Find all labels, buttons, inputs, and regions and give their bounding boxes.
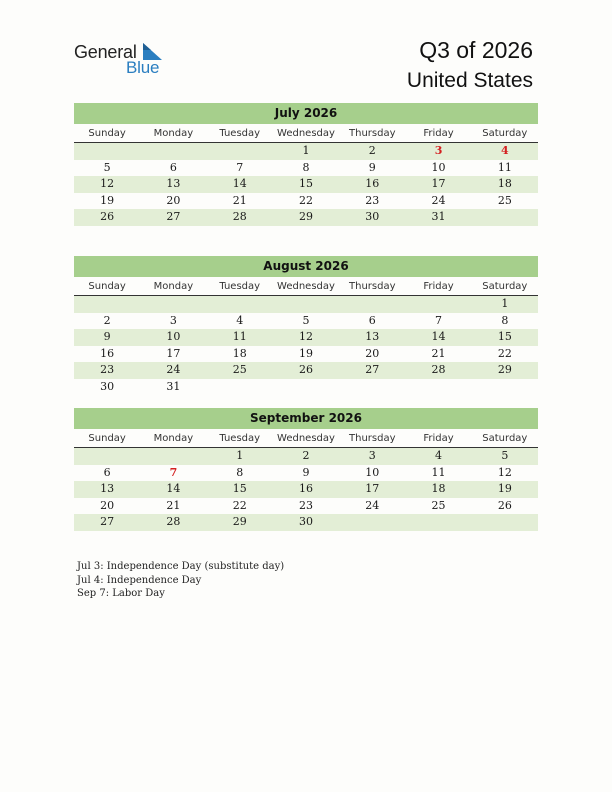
- date-cell: 21: [431, 346, 446, 360]
- empty-date-cell: [405, 296, 471, 313]
- week-row: [74, 346, 538, 363]
- weekday-header-row: [74, 125, 538, 143]
- date-cell: 4: [236, 313, 244, 327]
- date-cell: 23: [365, 193, 380, 207]
- date-cell: 10: [166, 330, 181, 343]
- holiday-date-cell: 3: [434, 144, 443, 157]
- date-cell: 8: [236, 465, 244, 479]
- date-cell: 15: [497, 330, 512, 343]
- date-cell: 23: [100, 363, 115, 376]
- date-cell: 21: [166, 498, 181, 512]
- week-row: [74, 296, 538, 313]
- date-cell: 29: [497, 363, 512, 376]
- month-july: [74, 103, 538, 226]
- date-cell: 29: [232, 515, 247, 528]
- date-cell: 28: [431, 363, 446, 376]
- date-cell: 8: [302, 160, 310, 174]
- empty-date-cell: [74, 296, 140, 313]
- weekday-label: Friday: [423, 128, 454, 139]
- date-cell: 8: [501, 313, 509, 327]
- date-cell: 1: [236, 449, 244, 462]
- weekday-label: Thursday: [349, 433, 396, 444]
- date-cell: 20: [100, 498, 115, 512]
- weekday-label: Thursday: [349, 128, 396, 139]
- weekday-label: Saturday: [482, 128, 528, 139]
- date-cell: 5: [103, 160, 111, 174]
- week-row: [74, 176, 538, 193]
- date-cell: 29: [298, 210, 313, 223]
- holiday-note: Jul 4: Independence Day: [77, 574, 202, 586]
- weekday-header-row: [74, 430, 538, 448]
- date-cell: 18: [431, 482, 446, 495]
- holiday-date-cell: 4: [501, 144, 509, 157]
- date-cell: 26: [298, 363, 313, 376]
- date-cell: 3: [169, 313, 177, 327]
- date-cell: 9: [302, 465, 310, 479]
- date-cell: 17: [166, 346, 181, 360]
- page-subtitle: United States: [406, 69, 533, 92]
- date-cell: 6: [368, 313, 376, 327]
- week-row: [74, 160, 538, 177]
- date-cell: 10: [431, 160, 446, 174]
- date-cell: 11: [232, 330, 247, 343]
- date-cell: 23: [298, 498, 313, 512]
- weekday-label: Tuesday: [219, 433, 261, 444]
- empty-date-cell: [472, 379, 538, 396]
- page-title: Q3 of 2026: [419, 37, 533, 63]
- date-cell: 12: [298, 330, 313, 343]
- empty-date-cell: [74, 143, 140, 160]
- empty-date-cell: [273, 379, 339, 396]
- weekday-label: Saturday: [482, 433, 528, 444]
- empty-date-cell: [207, 379, 273, 396]
- general-blue-logo: [74, 42, 174, 78]
- date-cell: 2: [103, 313, 111, 327]
- date-cell: 21: [232, 193, 247, 207]
- weekday-label: Monday: [153, 433, 194, 444]
- week-row: [74, 329, 538, 346]
- empty-date-cell: [405, 379, 471, 396]
- date-cell: 22: [232, 498, 247, 512]
- empty-date-cell: [140, 296, 206, 313]
- month-august: [74, 256, 538, 395]
- date-cell: 28: [232, 210, 247, 223]
- date-cell: 5: [302, 313, 310, 327]
- date-cell: 9: [368, 160, 376, 174]
- date-cell: 11: [497, 160, 512, 174]
- date-cell: 13: [166, 177, 181, 190]
- holiday-note: Jul 3: Independence Day (substitute day): [77, 561, 285, 572]
- date-cell: 26: [100, 210, 115, 223]
- empty-date-cell: [207, 296, 273, 313]
- empty-date-cell: [339, 379, 405, 396]
- week-row: [74, 465, 538, 482]
- week-row: [74, 143, 538, 160]
- empty-date-cell: [339, 514, 405, 531]
- weekday-label: Saturday: [482, 281, 528, 292]
- date-cell: 7: [435, 313, 443, 327]
- holiday-date-cell: 7: [169, 465, 178, 479]
- date-cell: 3: [368, 449, 376, 462]
- weekday-label: Tuesday: [219, 128, 261, 139]
- month-september: [74, 408, 538, 531]
- weekday-label: Thursday: [349, 281, 396, 292]
- date-cell: 30: [298, 515, 313, 528]
- date-cell: 16: [365, 177, 380, 190]
- date-cell: 7: [236, 160, 244, 174]
- date-cell: 9: [103, 330, 111, 343]
- date-cell: 2: [302, 449, 310, 462]
- empty-date-cell: [405, 514, 471, 531]
- date-cell: 25: [431, 498, 446, 512]
- weekday-label: Monday: [153, 128, 194, 139]
- weekday-label: Tuesday: [219, 281, 261, 292]
- date-cell: 14: [166, 482, 181, 495]
- week-row: [74, 514, 538, 531]
- date-cell: 19: [100, 193, 115, 207]
- empty-date-cell: [140, 143, 206, 160]
- date-cell: 17: [365, 482, 380, 495]
- month-title: August 2026: [74, 256, 538, 277]
- date-cell: 19: [298, 346, 313, 360]
- date-cell: 20: [166, 193, 181, 207]
- holiday-notes: [77, 560, 284, 601]
- weekday-label: Friday: [423, 433, 454, 444]
- date-cell: 5: [501, 449, 509, 462]
- holiday-note: Sep 7: Labor Day: [77, 588, 165, 599]
- date-cell: 22: [497, 346, 512, 360]
- date-cell: 16: [100, 346, 115, 360]
- date-cell: 19: [497, 482, 512, 495]
- date-cell: 14: [232, 177, 247, 190]
- date-cell: 13: [365, 330, 380, 343]
- empty-date-cell: [472, 209, 538, 226]
- weekday-label: Wednesday: [277, 433, 335, 444]
- date-cell: 30: [100, 379, 115, 393]
- date-cell: 6: [103, 465, 111, 479]
- week-row: [74, 362, 538, 379]
- date-cell: 10: [365, 465, 380, 479]
- date-cell: 15: [232, 482, 247, 495]
- empty-date-cell: [140, 448, 206, 465]
- date-cell: 28: [166, 515, 181, 528]
- date-cell: 22: [298, 193, 313, 207]
- month-title: July 2026: [74, 103, 538, 124]
- date-cell: 31: [431, 210, 446, 223]
- empty-date-cell: [273, 296, 339, 313]
- weekday-label: Wednesday: [277, 281, 335, 292]
- date-cell: 12: [497, 465, 512, 479]
- empty-date-cell: [74, 448, 140, 465]
- week-row: [74, 209, 538, 226]
- logo-text-general: General: [74, 42, 137, 62]
- date-cell: 17: [431, 177, 446, 190]
- date-cell: 18: [232, 346, 247, 360]
- date-cell: 24: [431, 193, 446, 207]
- date-cell: 24: [166, 363, 181, 376]
- weekday-label: Sunday: [88, 433, 126, 444]
- week-row: [74, 481, 538, 498]
- date-cell: 30: [365, 210, 380, 223]
- empty-date-cell: [339, 296, 405, 313]
- weekday-header-row: [74, 278, 538, 296]
- week-row: [74, 193, 538, 210]
- date-cell: 25: [497, 193, 512, 207]
- week-row: [74, 498, 538, 515]
- date-cell: 27: [365, 363, 380, 376]
- weekday-label: Wednesday: [277, 128, 335, 139]
- week-row: [74, 448, 538, 465]
- empty-date-cell: [207, 143, 273, 160]
- date-cell: 6: [169, 160, 177, 174]
- date-cell: 20: [365, 346, 380, 360]
- date-cell: 26: [497, 498, 512, 512]
- date-cell: 11: [431, 465, 446, 479]
- date-cell: 27: [100, 515, 115, 528]
- weekday-label: Sunday: [88, 128, 126, 139]
- week-row: [74, 379, 538, 396]
- date-cell: 12: [100, 177, 115, 190]
- date-cell: 24: [365, 498, 380, 512]
- date-cell: 27: [166, 210, 181, 223]
- logo-text-blue: Blue: [126, 58, 160, 77]
- date-cell: 15: [298, 177, 313, 190]
- month-title: September 2026: [74, 408, 538, 429]
- date-cell: 14: [431, 330, 446, 343]
- date-cell: 1: [501, 297, 509, 310]
- date-cell: 31: [166, 379, 181, 393]
- date-cell: 4: [435, 449, 443, 462]
- date-cell: 13: [100, 482, 115, 495]
- week-row: [74, 313, 538, 330]
- weekday-label: Sunday: [88, 281, 126, 292]
- weekday-label: Monday: [153, 281, 194, 292]
- empty-date-cell: [472, 514, 538, 531]
- date-cell: 2: [368, 144, 376, 157]
- date-cell: 25: [232, 363, 247, 376]
- date-cell: 18: [497, 177, 512, 190]
- date-cell: 1: [302, 144, 310, 157]
- date-cell: 16: [298, 482, 313, 495]
- weekday-label: Friday: [423, 281, 454, 292]
